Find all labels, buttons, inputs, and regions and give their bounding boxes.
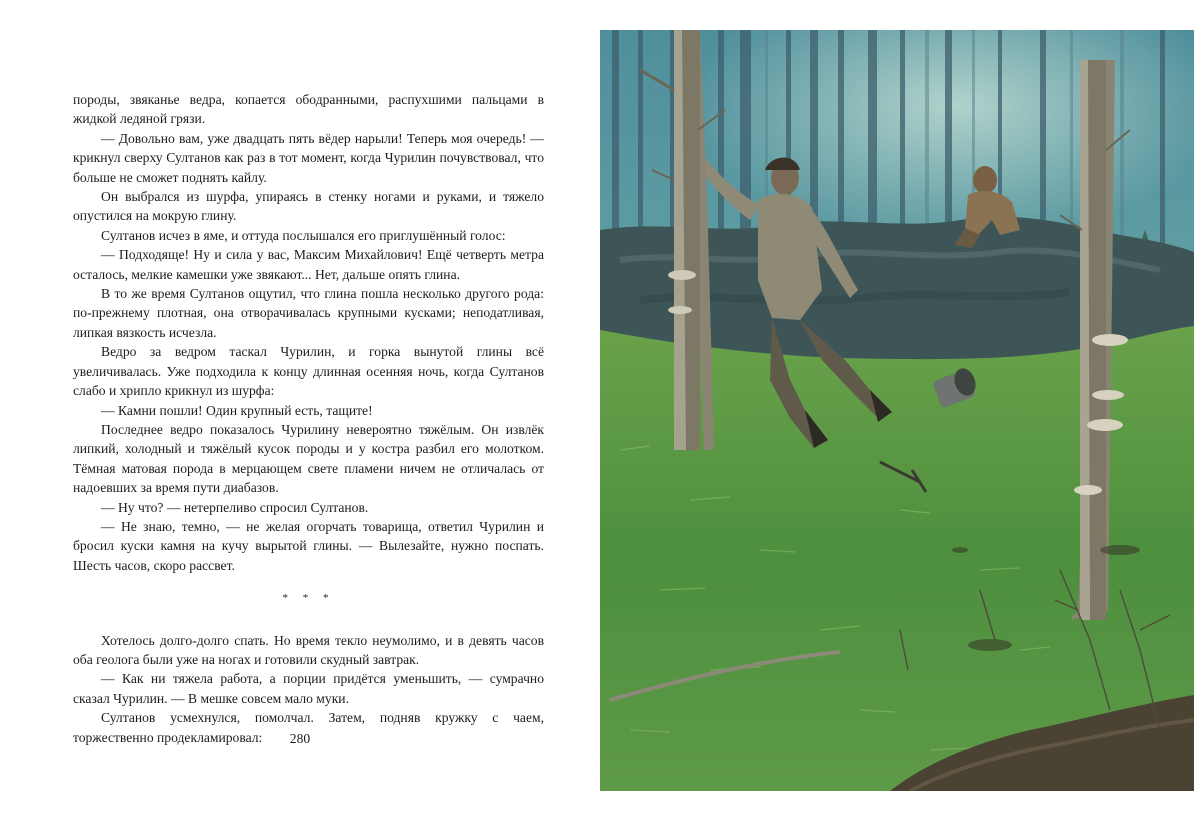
paragraph: породы, звяканье ведра, копается ободранными, распухшими пальцами в жидкой ледяной грязи. (73, 92, 544, 127)
paragraph: — Довольно вам, уже двадцать пять вёдер нарыли! Теперь моя очередь! — крикнул сверху Султанов как раз в тот момент, когда Чурилин почувствовал, что больше не сможет поднять кайлу. (73, 130, 544, 185)
page-number: 280 (289, 731, 311, 746)
paragraph: Хотелось долго-долго спать. Но время текло неумолимо, и в девять часов оба геолога были уже на ногах и готовили скудный завтрак. (73, 632, 544, 667)
paragraph: — Не знаю, темно, — не желая огорчать товарища, ответил Чурилин и бросил куски камня на кучу вырытой глины. — Вылезайте, нужно поспать. Шесть часов, скоро рассвет. (73, 518, 544, 573)
section-divider: * * * (282, 592, 335, 605)
paragraph: — Как ни тяжела работа, а порции придётся уменьшить, — сумрачно сказал Чурилин. — В мешке совсем мало муки. (73, 671, 544, 706)
body-text (73, 90, 544, 747)
paragraph: Последнее ведро показалось Чурилину невероятно тяжёлым. Он извлёк липкий, холодный и тяжёлый кусок породы и у костра разбил его молотком. Тёмная матовая порода в мерцающем свете пламени ничем не отличалась от надоевших за время пути диабазов. (73, 421, 544, 496)
paragraph: Ведро за ведром таскал Чурилин, и горка вынутой глины всё увеличивалась. Уже подходила к концу длинная осенняя ночь, когда Султанов слабо и хрипло крикнул из шурфа: (73, 344, 544, 399)
paragraph: — Подходяще! Ну и сила у вас, Максим Михайлович! Ещё четверть метра осталось, мелкие камешки уже звякают... Нет, дальше опять глина. (73, 247, 544, 282)
paragraph: — Камни пошли! Один крупный есть, тащите! (101, 402, 373, 418)
forest-illustration (600, 30, 1194, 791)
paragraph: В то же время Султанов ощутил, что глина пошла несколько другого рода: по-прежнему плотная, она отворачивалась крупными кусками; неподатливая, липкая вязкость исчезла. (73, 286, 544, 340)
paragraph: Он выбрался из шурфа, упираясь в стенку ногами и руками, и тяжело опустился на мокрую глину. (73, 189, 544, 224)
right-page (600, 0, 1200, 822)
paragraph: Султанов исчез в яме, и оттуда послышался его приглушённый голос: (101, 227, 506, 243)
illustration-canvas (600, 30, 1194, 791)
paragraph: Султанов усмехнулся, помолчал. Затем, подняв кружку с чаем, торжественно продекламировал: (73, 710, 544, 745)
paragraph: — Ну что? — нетерпеливо спросил Султанов. (101, 499, 369, 515)
